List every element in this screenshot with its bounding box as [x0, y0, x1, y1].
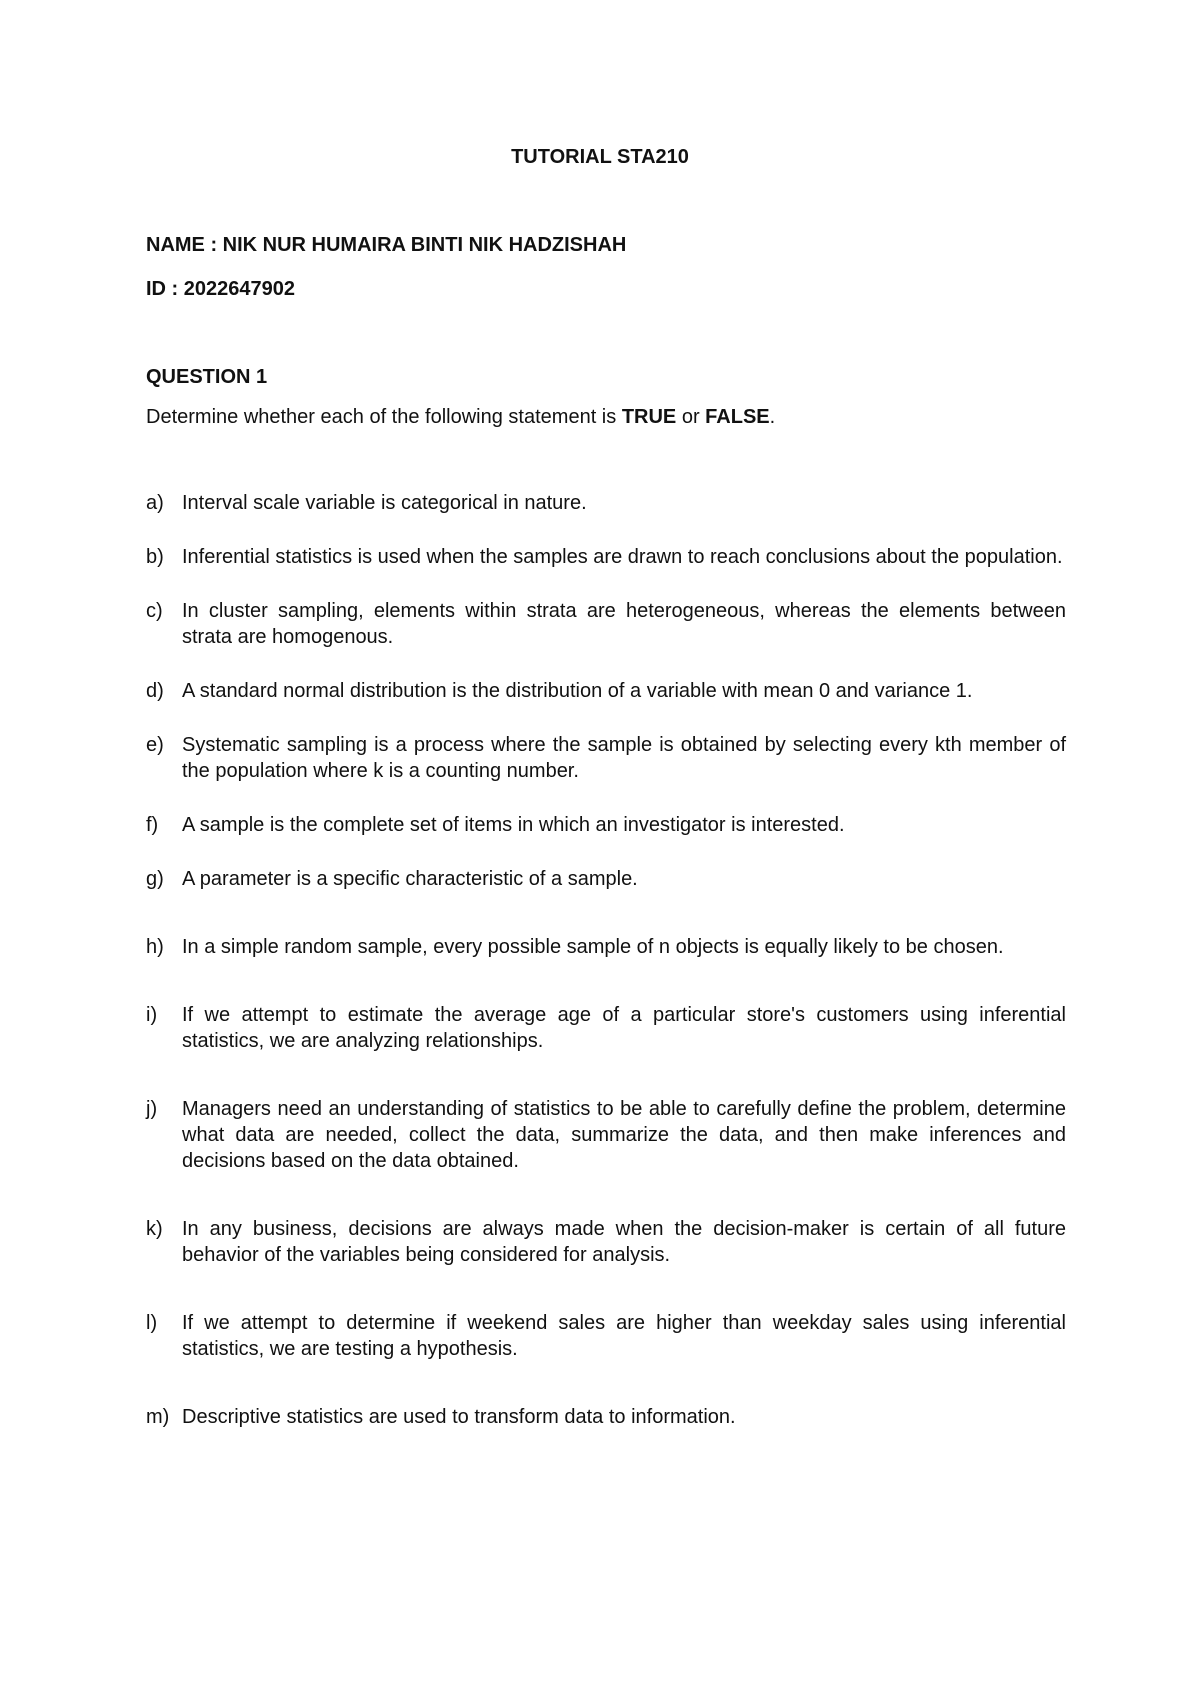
statement-text: If we attempt to estimate the average age of a particular store's customers using inferential statistics, we are analyzing relationships.	[182, 1004, 1066, 1052]
question-instruction	[146, 406, 775, 429]
statement-letter: i)	[146, 1004, 158, 1026]
statement-letter: h)	[146, 936, 164, 958]
document-title: TUTORIAL STA210	[511, 146, 689, 168]
statement-item	[146, 934, 1066, 960]
statement-item	[146, 1002, 1066, 1054]
instruction-false: FALSE	[705, 406, 770, 428]
statement-letter: b)	[146, 546, 164, 568]
statement-letter: e)	[146, 734, 164, 756]
statement-item	[146, 1096, 1066, 1174]
statement-item	[146, 1310, 1066, 1362]
statement-item	[146, 544, 1066, 570]
instruction-suffix: .	[769, 406, 776, 428]
statement-text: In a simple random sample, every possible sample of n objects is equally likely to be chosen.	[182, 936, 1004, 958]
statement-item	[146, 598, 1066, 650]
statement-item	[146, 812, 1066, 838]
student-id: ID : 2022647902	[146, 278, 296, 300]
statement-list	[146, 490, 1066, 1430]
statement-item	[146, 490, 1066, 516]
statement-text: A parameter is a specific characteristic of a sample.	[182, 868, 638, 890]
statement-letter: a)	[146, 492, 164, 514]
instruction-true: TRUE	[621, 406, 677, 428]
statement-text: Interval scale variable is categorical in nature.	[182, 492, 587, 514]
statement-letter: f)	[146, 814, 159, 836]
statement-letter: m)	[146, 1406, 170, 1428]
statement-item	[146, 678, 1066, 704]
statement-text: If we attempt to determine if weekend sales are higher than weekday sales using inferential statistics, we are testing a hypothesis.	[182, 1312, 1066, 1360]
statement-item	[146, 1404, 1066, 1430]
statement-item	[146, 1216, 1066, 1268]
student-name: NAME : NIK NUR HUMAIRA BINTI NIK HADZISHAH	[146, 234, 627, 256]
statement-letter: l)	[146, 1312, 158, 1334]
statement-letter: k)	[146, 1218, 163, 1240]
statement-text: A sample is the complete set of items in which an investigator is interested.	[182, 814, 845, 836]
statement-item	[146, 732, 1066, 784]
statement-text: In cluster sampling, elements within strata are heterogeneous, whereas the elements between strata are homogenous.	[182, 600, 1066, 648]
statement-text: Managers need an understanding of statistics to be able to carefully define the problem, determine what data are needed, collect the data, summarize the data, and then make inferences and decisions based on the data obtained.	[182, 1098, 1066, 1172]
instruction-middle: or	[676, 406, 706, 428]
statement-text: Inferential statistics is used when the samples are drawn to reach conclusions about the population.	[182, 546, 1063, 568]
statement-letter: g)	[146, 868, 164, 890]
statement-text: Systematic sampling is a process where the sample is obtained by selecting every kth member of the population where k is a counting number.	[182, 734, 1066, 782]
statement-letter: c)	[146, 600, 163, 622]
question-heading: QUESTION 1	[146, 366, 268, 388]
statement-text: Descriptive statistics are used to transform data to information.	[182, 1406, 736, 1428]
instruction-prefix: Determine whether each of the following statement is	[146, 406, 622, 428]
statement-letter: j)	[146, 1098, 158, 1120]
statement-text: In any business, decisions are always made when the decision-maker is certain of all future behavior of the variables being considered for analysis.	[182, 1218, 1066, 1266]
statement-item	[146, 866, 1066, 892]
statement-letter: d)	[146, 680, 164, 702]
statement-text: A standard normal distribution is the distribution of a variable with mean 0 and variance 1.	[182, 680, 973, 702]
